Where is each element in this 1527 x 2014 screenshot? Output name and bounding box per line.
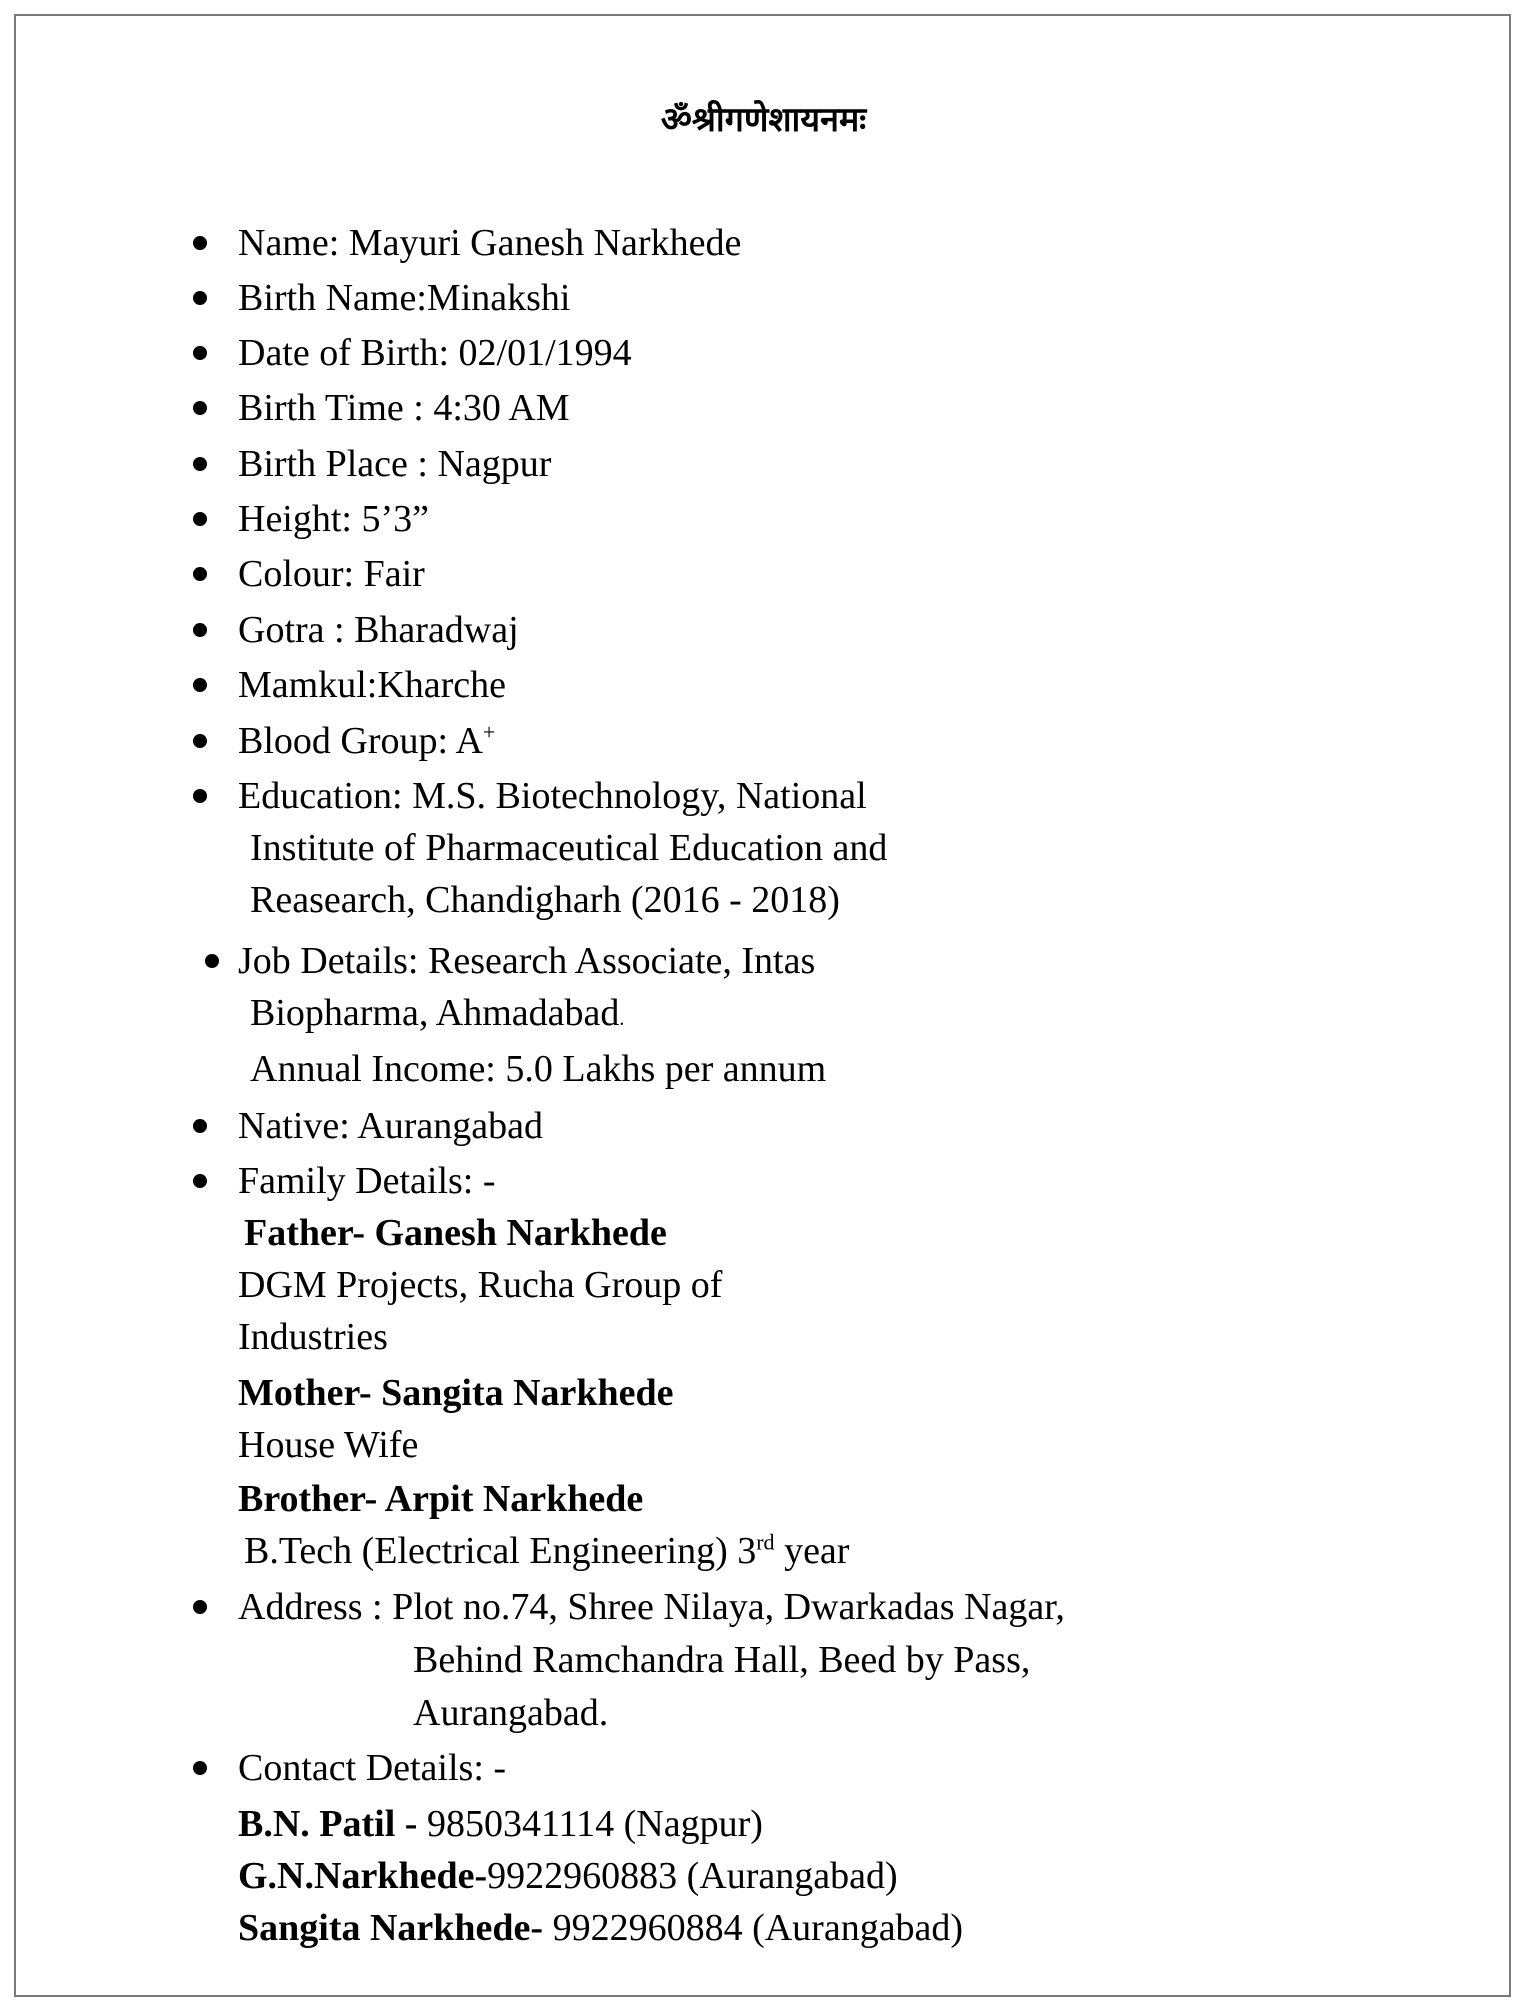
job-line-2 [250,994,624,1032]
bullet-icon [193,789,207,803]
address-line-1: Address : Plot no.74, Shree Nilaya, Dwarkadas Nagar, [238,1586,1065,1628]
brother-desc-year: year [774,1530,850,1572]
education-line-1: Education: M.S. Biotechnology, National [238,775,867,817]
bullet-icon [193,678,207,692]
job-line-2-dot: . [619,1008,625,1030]
contact-1-name: B.N. Patil - [238,1803,418,1845]
annual-income: Annual Income: 5.0 Lakhs per annum [250,1048,827,1090]
bullet-icon [193,623,207,637]
brother-desc-text: B.Tech (Electrical Engineering) 3 [244,1530,757,1572]
job-line-1: Job Details: Research Associate, Intas [238,940,816,982]
birth-place-field: Birth Place : Nagpur [238,443,552,485]
mother-name: Mother- Sangita Narkhede [238,1372,674,1414]
contact-3-phone: 9922960884 (Aurangabad) [543,1907,964,1949]
address-line-3: Aurangabad. [413,1692,609,1734]
blood-group-sign: + [482,719,496,745]
bullet-icon [193,734,207,748]
birth-time-field: Birth Time : 4:30 AM [238,387,570,429]
page-title: ॐश्रीगणेशायनमः [660,100,867,140]
bullet-icon [193,291,207,305]
bullet-icon [193,401,207,415]
colour-field: Colour: Fair [238,553,425,595]
job-line-2-text: Biopharma, Ahmadabad [250,992,620,1034]
bullet-icon [193,1761,207,1775]
bullet-icon [193,1174,207,1188]
contact-2-phone: 9922960883 (Aurangabad) [487,1855,898,1897]
education-line-2: Institute of Pharmaceutical Education and [250,827,888,869]
father-name: Father- Ganesh Narkhede [244,1212,667,1254]
brother-desc [244,1529,850,1572]
bullet-icon [193,512,207,526]
blood-group-field [238,719,496,762]
bullet-icon [193,236,207,250]
contact-1-phone: 9850341114 (Nagpur) [417,1803,763,1845]
contact-label: Contact Details: - [238,1747,507,1789]
brother-name: Brother- Arpit Narkhede [238,1478,644,1520]
family-label: Family Details: - [238,1160,496,1202]
education-line-3: Reasearch, Chandigharh (2016 - 2018) [250,879,840,921]
dob-field: Date of Birth: 02/01/1994 [238,332,632,374]
contact-2-name: G.N.Narkhede- [238,1855,488,1897]
address-line-2: Behind Ramchandra Hall, Beed by Pass, [413,1639,1031,1681]
bullet-icon [193,1600,207,1614]
father-desc-2: Industries [238,1316,388,1358]
contact-3-name: Sangita Narkhede- [238,1907,544,1949]
contact-3 [238,1909,963,1947]
brother-desc-ordinal: rd [756,1529,775,1555]
bullet-icon [193,457,207,471]
contact-2 [238,1857,898,1895]
gotra-field: Gotra : Bharadwaj [238,609,519,651]
mother-desc: House Wife [238,1424,419,1466]
bullet-icon [205,954,219,968]
bullet-icon [193,567,207,581]
birth-name-field: Birth Name:Minakshi [238,277,571,319]
bullet-icon [193,1119,207,1133]
name-field: Name: Mayuri Ganesh Narkhede [238,222,742,264]
father-desc-1: DGM Projects, Rucha Group of [238,1264,723,1306]
blood-group-text: Blood Group: A [238,720,483,762]
native-field: Native: Aurangabad [238,1105,543,1147]
contact-1 [238,1805,763,1843]
height-field: Height: 5’3” [238,498,430,540]
bullet-icon [193,346,207,360]
mamkul-field: Mamkul:Kharche [238,664,507,706]
